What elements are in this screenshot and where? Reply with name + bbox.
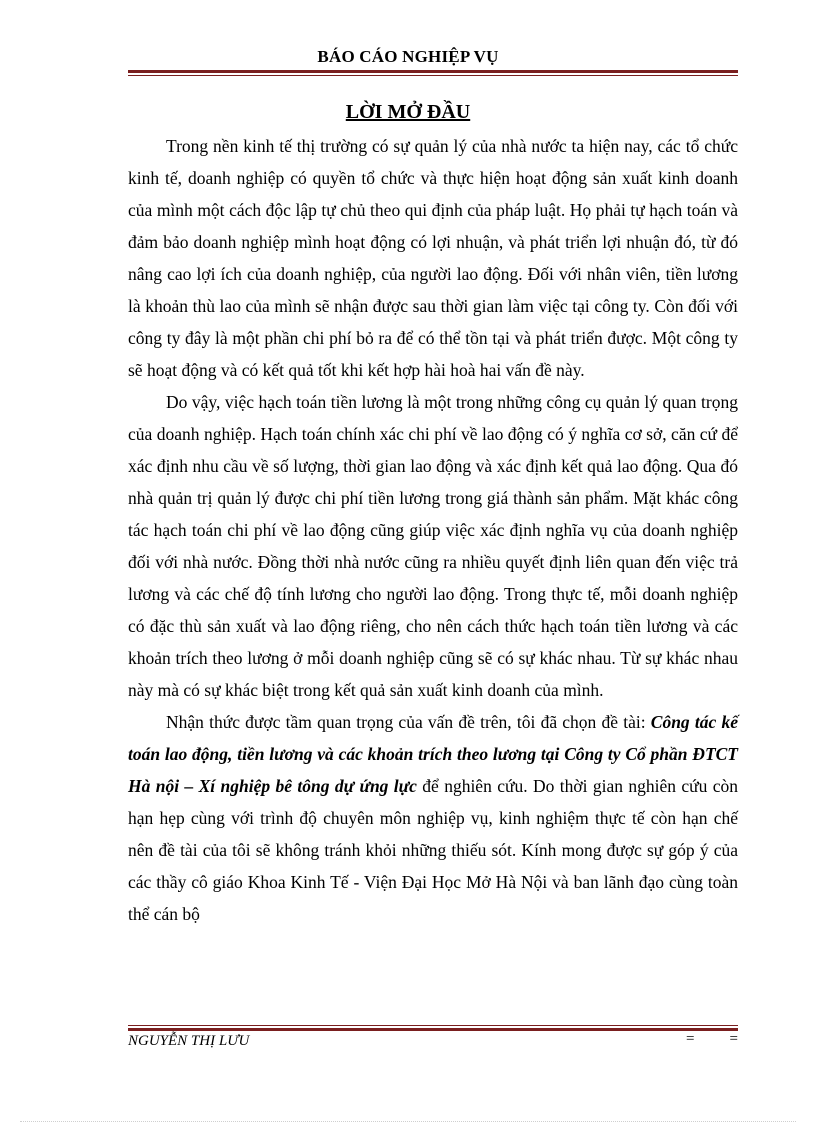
footer-divider	[128, 1025, 738, 1031]
research-topic: Công tác kế toán lao động, tiền lương và các khoản trích theo lương tại Công ty Cổ phần ĐTCT Hà nội – Xí nghiệp bê tông dự ứng lực	[128, 712, 738, 796]
header-divider-thin-line	[128, 75, 738, 76]
footer-mark-right: =	[729, 1031, 738, 1047]
footer-divider-thick-line	[128, 1028, 738, 1031]
footer-author-name: NGUYỄN THỊ LƯU	[128, 1033, 250, 1049]
document-body	[128, 130, 738, 930]
paragraph-3-intro: Nhận thức được tầm quan trọng của vấn đề trên, tôi đã chọn đề tài:	[166, 712, 651, 732]
page-bottom-edge	[20, 1121, 796, 1122]
footer-mark-left: =	[686, 1031, 695, 1047]
paragraph-3-rest: để nghiên cứu. Do thời gian nghiên cứu còn hạn hẹp cùng với trình độ chuyên môn nghiệp vụ, kinh nghiệm thực tế còn hạn chế nên đề tài của tôi sẽ không tránh khỏi những thiếu sót. Kính mong được sự góp ý của các thầy cô giáo Khoa Kinh Tế - Viện Đại Học Mở Hà Nội và ban lãnh đạo cùng toàn thể cán bộ	[128, 776, 738, 924]
report-header-title: BÁO CÁO NGHIỆP VỤ	[317, 47, 499, 66]
header-divider-thick-line	[128, 70, 738, 73]
footer-divider-thin-line	[128, 1025, 738, 1026]
paragraph-3	[128, 706, 738, 930]
page-title: LỜI MỞ ĐẦU	[345, 101, 471, 123]
header-divider	[128, 70, 738, 76]
footer-marks	[686, 1031, 738, 1048]
paragraph-2: Do vậy, việc hạch toán tiền lương là một trong những công cụ quản lý quan trọng của doanh nghiệp. Hạch toán chính xác chi phí về lao động có ý nghĩa cơ sở, căn cứ để xác định nhu cầu về số lượng, thời gian lao động và xác định kết quả lao động. Qua đó nhà quản trị quản lý được chi phí tiền lương trong giá thành sản phẩm. Mặt khác công tác hạch toán chi phí về lao động cũng giúp việc xác định nghĩa vụ của doanh nghiệp đối với nhà nước. Đồng thời nhà nước cũng ra nhiều quyết định liên quan đến việc trả lương và các chế độ tính lương cho người lao động. Trong thực tế, mỗi doanh nghiệp có đặc thù sản xuất và lao động riêng, cho nên cách thức hạch toán tiền lương và các khoản trích theo lương ở mỗi doanh nghiệp cũng sẽ có sự khác nhau. Từ sự khác nhau này mà có sự khác biệt trong kết quả sản xuất kinh doanh của mình.	[128, 392, 738, 700]
paragraph-1: Trong nền kinh tế thị trường có sự quản lý của nhà nước ta hiện nay, các tổ chức kinh tế, doanh nghiệp có quyền tổ chức và thực hiện hoạt động sản xuất kinh doanh của mình một cách độc lập tự chủ theo qui định của pháp luật. Họ phải tự hạch toán và đảm bảo doanh nghiệp mình hoạt động có lợi nhuận, và phát triển lợi nhuận đó, từ đó nâng cao lợi ích của doanh nghiệp, của người lao động. Đối với nhân viên, tiền lương là khoản thù lao của mình sẽ nhận được sau thời gian làm việc tại công ty. Còn đối với công ty đây là một phần chi phí bỏ ra để có thể tồn tại và phát triển được. Một công ty sẽ hoạt động và có kết quả tốt khi kết hợp hài hoà hai vấn đề này.	[128, 136, 738, 380]
